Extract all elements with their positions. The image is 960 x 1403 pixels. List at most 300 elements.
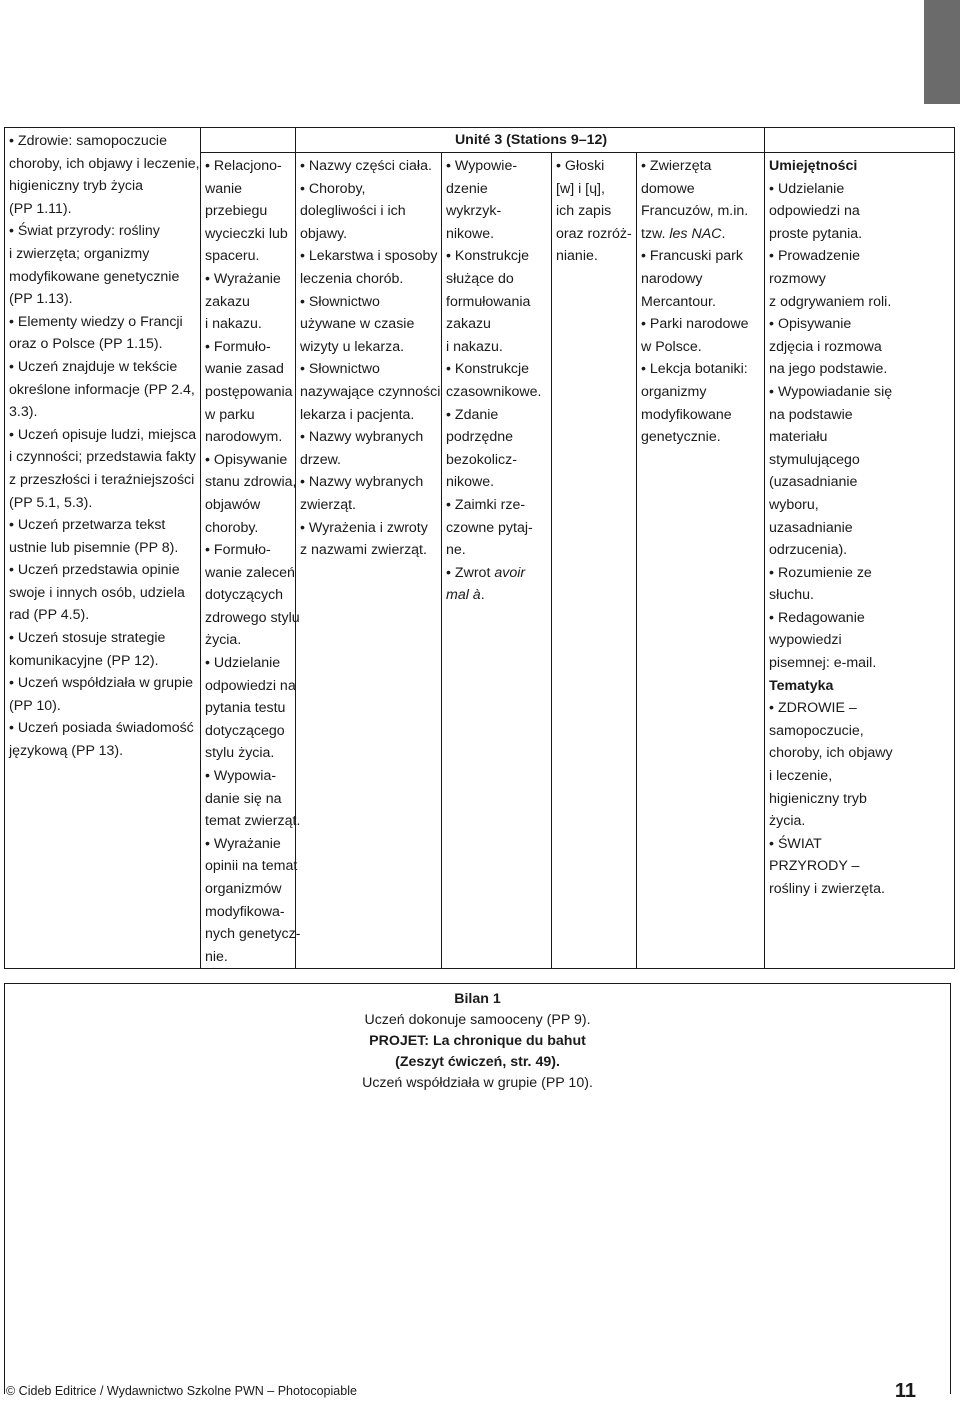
- text-line: [300, 404, 439, 427]
- line-text: zakazu: [205, 293, 250, 310]
- text-line: [300, 313, 439, 336]
- line-text: Prowadzenie: [777, 248, 860, 265]
- copyright-footer: © Cideb Editrice / Wydawnictwo Szkolne PWN – Photocopiable: [6, 1384, 357, 1398]
- bullet-item-line: [446, 404, 549, 427]
- line-text: przebiegu: [205, 203, 268, 220]
- text-line: [769, 223, 952, 246]
- text-line: [205, 788, 293, 811]
- line-text: ne.: [446, 542, 466, 559]
- text-line: [446, 471, 549, 494]
- line-text: modyfikowane: [641, 406, 732, 423]
- text-line: [641, 426, 762, 449]
- line-text: Uczeń stosuje strategie: [17, 630, 166, 647]
- header-blank-cell: [765, 128, 955, 153]
- line-text: odpowiedzi na: [205, 677, 296, 694]
- bullet-item-line: [9, 311, 198, 334]
- line-text: dotyczącego: [205, 722, 285, 739]
- line-text: swoje i innych osób, udziela: [9, 584, 185, 601]
- line-text: proste pytania.: [769, 225, 863, 242]
- line-text: w Polsce.: [641, 338, 702, 355]
- bullet-item-line: [446, 562, 549, 585]
- line-text: Słownictwo: [308, 361, 380, 378]
- text-line: [641, 200, 762, 223]
- text-line: [300, 336, 439, 359]
- text-line: [641, 404, 762, 427]
- line-text: narodowy: [641, 270, 703, 287]
- col-fonctions: [201, 153, 301, 969]
- line-text: czasownikowe.: [446, 383, 542, 400]
- bullet-item-line: [446, 494, 549, 517]
- bullet-item-line: [9, 356, 198, 379]
- line-text: z przeszłości i teraźniejszości: [9, 471, 195, 488]
- text-line: [556, 223, 634, 246]
- line-text: Zdanie: [454, 406, 499, 423]
- line-text-tail: .: [721, 225, 726, 242]
- text-line: [9, 446, 198, 469]
- bilan-projet: PROJET: La chronique du bahut: [369, 1033, 586, 1049]
- text-line: [205, 200, 293, 223]
- line-text: wyboru,: [769, 496, 819, 513]
- line-text: Umiejętności: [769, 158, 858, 174]
- text-line: [446, 268, 549, 291]
- page-number: 11: [894, 1380, 916, 1402]
- line-text: podrzędne: [446, 429, 514, 446]
- bilan-projet-ref: (Zeszyt ćwiczeń, str. 49).: [395, 1054, 560, 1070]
- line-text: Konstrukcje: [454, 248, 530, 265]
- text-line: [446, 449, 549, 472]
- line-text: Wypowiadanie się: [777, 383, 893, 400]
- text-line: [205, 720, 293, 743]
- bullet-item-line: [769, 833, 952, 856]
- bullet-item-line: [205, 155, 293, 178]
- text-line: [769, 404, 952, 427]
- line-italic-text: avoir: [494, 564, 526, 581]
- bullet-item-line: [9, 220, 198, 243]
- text-line: [769, 855, 952, 878]
- line-text: słuchu.: [769, 587, 814, 604]
- line-text: wanie zasad: [205, 361, 284, 378]
- line-text: danie się na: [205, 790, 282, 807]
- bullet-item-line: [9, 672, 198, 695]
- text-line: [9, 492, 198, 515]
- text-line: [205, 291, 293, 314]
- line-text: formułowania: [446, 293, 531, 310]
- bullet-item-line: [205, 449, 293, 472]
- line-text: czowne pytaj-: [446, 519, 533, 536]
- line-text: rozmowy: [769, 270, 826, 287]
- text-line: [556, 178, 634, 201]
- text-line: [9, 266, 198, 289]
- text-line: [446, 178, 549, 201]
- line-text: Zaimki rze-: [454, 496, 526, 513]
- line-text: choroby, ich objawy i leczenie,: [9, 155, 200, 172]
- text-line: [446, 381, 549, 404]
- bullet-item-line: [205, 539, 293, 562]
- line-text: higieniczny tryb życia: [9, 178, 144, 195]
- text-line: [9, 379, 198, 402]
- line-text: domowe: [641, 180, 695, 197]
- line-text: modyfikowane genetycznie: [9, 268, 180, 285]
- line-text: dolegliwości i ich: [300, 203, 406, 220]
- text-line: [641, 381, 762, 404]
- text-line: [9, 198, 198, 221]
- line-text: życia.: [205, 632, 242, 649]
- text-line: [9, 288, 198, 311]
- text-line: [446, 539, 549, 562]
- line-text: (PP 5.1, 5.3).: [9, 494, 93, 511]
- bilan-title: Bilan 1: [454, 991, 501, 1007]
- line-text: z nazwami zwierząt.: [300, 542, 427, 559]
- line-text: choroby, ich objawy: [769, 745, 893, 762]
- text-line: [769, 449, 952, 472]
- line-text: stymulującego: [769, 451, 860, 468]
- line-text: organizmy: [641, 383, 707, 400]
- line-text: wanie zaleceń: [205, 564, 295, 581]
- text-line: [769, 584, 952, 607]
- line-text: bezokolicz-: [446, 451, 517, 468]
- header-blank-cell: [201, 128, 296, 153]
- text-line: [769, 788, 952, 811]
- text-line: [769, 765, 952, 788]
- text-line: [205, 178, 293, 201]
- bullet-item-line: [300, 155, 439, 178]
- col-grammaire: [442, 153, 552, 969]
- line-text: modyfikowa-: [205, 903, 285, 920]
- line-text: Opisywanie: [777, 316, 852, 333]
- bullet-item-line: [641, 155, 762, 178]
- bullet-item-line: [9, 424, 198, 447]
- line-italic-text: mal à: [446, 587, 481, 604]
- line-text: Uczeń opisuje ludzi, miejsca: [17, 426, 197, 443]
- line-text: (PP 1.13).: [9, 291, 73, 308]
- text-line: [205, 245, 293, 268]
- bullet-item-line: [300, 178, 439, 201]
- line-text: organizmów: [205, 881, 282, 897]
- line-text: genetycznie.: [641, 429, 721, 446]
- line-text: pisemnej: e-mail.: [769, 655, 877, 672]
- bullet-item-line: [769, 697, 952, 720]
- text-line: [769, 629, 952, 652]
- line-text: zdrowego stylu: [205, 609, 300, 626]
- text-line: [446, 336, 549, 359]
- line-text: zdjęcia i rozmowa: [769, 338, 882, 355]
- line-italic-text: les NAC: [669, 225, 722, 242]
- line-text: Lekcja botaniki:: [649, 361, 748, 378]
- bullet-item-line: [769, 381, 952, 404]
- text-line: [556, 200, 634, 223]
- line-text: wizyty u lekarza.: [300, 338, 405, 355]
- line-text: oraz o Polsce (PP 1.15).: [9, 336, 163, 353]
- text-line: [9, 333, 198, 356]
- text-line: [205, 607, 300, 630]
- text-line: [300, 268, 439, 291]
- text-line: [641, 336, 762, 359]
- col-lexique: [296, 153, 442, 969]
- line-text: zakazu: [446, 316, 491, 333]
- line-text: nych genetycz-: [205, 926, 301, 943]
- text-line: [446, 200, 549, 223]
- line-text: odpowiedzi na: [769, 203, 860, 220]
- line-text: Nazwy wybranych: [308, 429, 424, 446]
- line-text: ZDROWIE –: [777, 700, 857, 717]
- text-line: [205, 742, 293, 765]
- line-text: Zwrot: [454, 564, 495, 581]
- text-line: [769, 539, 952, 562]
- line-text: Choroby,: [308, 180, 366, 197]
- bullet-item-line: [205, 765, 293, 788]
- text-line: [556, 245, 634, 268]
- line-text: drzew.: [300, 451, 342, 468]
- line-text: Wypowie-: [454, 158, 518, 174]
- line-text: Parki narodowe: [649, 316, 749, 333]
- line-text: nikowe.: [446, 474, 495, 491]
- line-text: objawy.: [300, 225, 348, 242]
- text-line: [205, 471, 297, 494]
- text-line: [205, 494, 293, 517]
- line-text: Uczeń znajduje w tekście: [17, 358, 178, 375]
- text-line: [769, 358, 952, 381]
- line-text: na podstawie: [769, 406, 853, 423]
- line-text: z odgrywaniem roli.: [769, 293, 892, 310]
- text-line: [446, 313, 549, 336]
- bullet-item-line: [641, 358, 762, 381]
- bullet-item-line: [446, 358, 549, 381]
- bullet-item-line: [769, 607, 952, 630]
- line-text: Mercantour.: [641, 293, 716, 310]
- text-line: [446, 223, 549, 246]
- text-line: [769, 494, 952, 517]
- line-text: nie.: [205, 948, 228, 965]
- line-text-tail: .: [480, 587, 485, 604]
- line-text: Wypowia-: [213, 768, 277, 785]
- line-text: Uczeń przedstawia opinie: [17, 562, 180, 579]
- line-text: rośliny i zwierzęta.: [769, 881, 885, 897]
- line-text: Głoski: [564, 158, 605, 174]
- line-text: Wyrażanie: [213, 270, 281, 287]
- line-text: Wyrażenia i zwroty: [308, 519, 428, 536]
- bullet-item-line: [300, 517, 439, 540]
- line-text: Słownictwo: [308, 293, 380, 310]
- text-line: [9, 243, 198, 266]
- line-text: dotyczących: [205, 587, 284, 604]
- text-line: [205, 404, 293, 427]
- text-line: [641, 178, 762, 201]
- line-text: i zwierzęta; organizmy: [9, 245, 150, 262]
- text-line: [9, 401, 198, 424]
- text-line: [205, 629, 293, 652]
- line-text: stanu zdrowia,: [205, 474, 297, 491]
- line-text: Francuski park: [649, 248, 743, 265]
- line-text: oraz rozróż-: [556, 225, 632, 242]
- line-text: spaceru.: [205, 248, 260, 265]
- bullet-item-line: [9, 717, 198, 740]
- bullet-item-line: [9, 130, 198, 153]
- corner-tab-marker: [924, 0, 960, 104]
- line-text: Zdrowie: samopoczucie: [17, 133, 167, 149]
- bullet-item-line: [769, 313, 952, 336]
- text-line: [205, 584, 293, 607]
- line-text: postępowania: [205, 383, 293, 400]
- line-text: Redagowanie: [777, 609, 865, 626]
- line-text: tzw.: [641, 225, 670, 242]
- line-text: Wyrażanie: [213, 835, 281, 852]
- text-line: [300, 449, 439, 472]
- text-line: [205, 946, 293, 969]
- line-text: Nazwy wybranych: [308, 474, 424, 491]
- line-text: materiału: [769, 429, 828, 446]
- line-text: Nazwy części ciała.: [308, 158, 432, 174]
- text-line: [769, 471, 952, 494]
- text-line: [9, 175, 198, 198]
- text-line: [9, 469, 198, 492]
- curriculum-table: [4, 127, 955, 969]
- text-line: [205, 675, 296, 698]
- line-text: wanie: [205, 180, 243, 197]
- text-line: [446, 584, 549, 607]
- text-line: [300, 494, 439, 517]
- line-text: wypowiedzi: [769, 632, 842, 649]
- text-line: [641, 291, 762, 314]
- text-line: [769, 742, 952, 765]
- line-text: temat zwierząt.: [205, 813, 301, 830]
- text-line: [769, 878, 952, 901]
- line-text: opinii na temat: [205, 858, 298, 875]
- text-line: [9, 604, 198, 627]
- line-text: Uczeń przetwarza tekst: [17, 517, 166, 534]
- line-text: Relacjono-: [213, 158, 282, 174]
- line-text: i nakazu.: [446, 338, 503, 355]
- line-text: ŚWIAT: [777, 835, 822, 852]
- col-civilisation: [637, 153, 765, 969]
- bullet-item-line: [205, 336, 293, 359]
- bullet-item-line: [446, 245, 549, 268]
- column-heading: [769, 675, 952, 698]
- line-text: leczenia chorób.: [300, 270, 404, 287]
- text-line: [769, 652, 952, 675]
- text-line: [446, 291, 549, 314]
- bullet-item-line: [9, 559, 198, 582]
- text-line: [300, 223, 439, 246]
- line-text: Lekarstwa i sposoby: [308, 248, 438, 265]
- text-line: [300, 381, 439, 404]
- bilan-box: [4, 983, 951, 1394]
- text-line: [9, 582, 198, 605]
- text-line: [769, 810, 952, 833]
- bullet-item-line: [205, 652, 293, 675]
- line-text: komunikacyjne (PP 12).: [9, 652, 159, 669]
- text-line: [9, 650, 198, 673]
- text-line: [9, 153, 198, 176]
- text-line: [446, 517, 549, 540]
- line-text: Rozumienie ze: [777, 564, 872, 581]
- bullet-item-line: [556, 155, 634, 178]
- bullet-item-line: [769, 245, 952, 268]
- line-text: stylu życia.: [205, 745, 275, 762]
- bullet-item-line: [769, 178, 952, 201]
- line-text: Uczeń współdziała w grupie: [17, 675, 193, 692]
- line-text: Udzielanie: [213, 655, 281, 672]
- line-text: ich zapis: [556, 203, 612, 220]
- line-text: i czynności; przedstawia fakty: [9, 449, 196, 466]
- text-line: [205, 358, 293, 381]
- line-text: [w] i [ɥ],: [556, 180, 605, 197]
- bullet-item-line: [300, 471, 439, 494]
- line-text: Francuzów, m.in.: [641, 203, 749, 220]
- text-line: [205, 923, 301, 946]
- text-line: [769, 291, 952, 314]
- text-line: [769, 268, 952, 291]
- col-phonetique: [552, 153, 637, 969]
- text-line: [205, 810, 301, 833]
- bilan-group-work: Uczeń współdziała w grupie (PP 10).: [362, 1075, 593, 1091]
- line-text: PRZYRODY –: [769, 858, 860, 875]
- text-line: [300, 539, 439, 562]
- line-text: (uzasadnianie: [769, 474, 858, 491]
- line-text: (PP 10).: [9, 697, 61, 714]
- line-text: określone informacje (PP 2.4,: [9, 381, 195, 398]
- bullet-item-line: [205, 833, 293, 856]
- line-text: narodowym.: [205, 429, 283, 446]
- bullet-item-line: [446, 155, 549, 178]
- text-line: [205, 381, 293, 404]
- line-text: rad (PP 4.5).: [9, 607, 90, 624]
- line-text: dzenie: [446, 180, 488, 197]
- bullet-item-line: [205, 268, 293, 291]
- col-bac: [765, 153, 955, 969]
- line-text: Zwierzęta: [649, 158, 712, 174]
- text-line: [205, 223, 293, 246]
- text-line: [205, 313, 293, 336]
- line-text: Tematyka: [769, 677, 834, 694]
- line-text: w parku: [205, 406, 255, 423]
- text-line: [769, 517, 952, 540]
- line-text: służące do: [446, 270, 514, 287]
- line-text: Konstrukcje: [454, 361, 530, 378]
- unit-title: Unité 3 (Stations 9–12): [296, 128, 765, 153]
- text-line: [769, 200, 952, 223]
- line-text: odrzucenia).: [769, 542, 848, 559]
- text-line: [769, 426, 952, 449]
- line-text: Formuło-: [213, 542, 271, 559]
- line-text: używane w czasie: [300, 316, 415, 333]
- line-text: choroby.: [205, 519, 259, 536]
- text-line: [9, 695, 198, 718]
- line-text: życia.: [769, 813, 806, 830]
- text-line: [641, 268, 762, 291]
- line-text: higieniczny tryb: [769, 790, 867, 807]
- line-text: Elementy wiedzy o Francji: [17, 313, 183, 330]
- line-text: nianie.: [556, 248, 598, 265]
- column-heading: [769, 155, 952, 178]
- line-text: i nakazu.: [205, 316, 262, 333]
- bullet-item-line: [300, 358, 439, 381]
- line-text: objawów: [205, 496, 261, 513]
- text-line: [9, 537, 198, 560]
- line-text: samopoczucie,: [769, 722, 864, 739]
- text-line: [205, 901, 293, 924]
- bullet-item-line: [641, 245, 762, 268]
- bullet-item-line: [300, 245, 439, 268]
- bullet-item-line: [9, 514, 198, 537]
- text-line: [9, 740, 198, 763]
- line-text: lekarza i pacjenta.: [300, 406, 415, 423]
- col-competences: [5, 128, 201, 969]
- text-line: [446, 426, 549, 449]
- line-text: (PP 1.11).: [9, 200, 72, 217]
- text-line: [769, 336, 952, 359]
- text-line: [205, 562, 293, 585]
- line-text: i leczenie,: [769, 768, 833, 785]
